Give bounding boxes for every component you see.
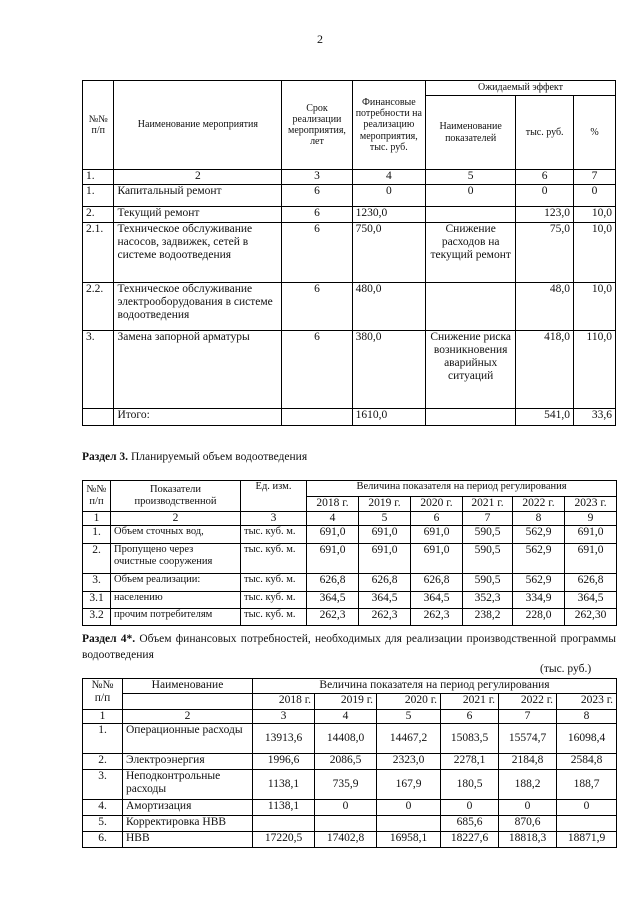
table-row	[83, 185, 616, 207]
row-value: 364,5	[307, 592, 359, 609]
row-value	[253, 816, 315, 832]
row-value: 870,6	[499, 816, 557, 832]
measures-table	[82, 80, 616, 426]
row-value: 691,0	[565, 544, 617, 574]
row-term: 6	[282, 283, 352, 331]
header-measure-name: Наименование мероприятия	[114, 81, 282, 170]
row-percent: 10,0	[573, 283, 615, 331]
row-unit: тыс. куб. м.	[241, 609, 307, 626]
row-num: 3.2	[83, 609, 111, 626]
row-thousand: 123,0	[516, 207, 574, 223]
row-value: 562,9	[513, 526, 565, 544]
row-value: 590,5	[463, 574, 513, 592]
row-indicator: Снижение риска возникновения аварийных ситуаций	[426, 331, 516, 409]
page-number: 2	[317, 32, 323, 46]
table-row	[83, 574, 617, 592]
row-term: 6	[282, 207, 352, 223]
row-thousand: 75,0	[516, 223, 574, 283]
row-name: Электроэнергия	[123, 754, 253, 770]
row-num: 1.	[83, 526, 111, 544]
row-value: 17220,5	[253, 832, 315, 848]
row-indicator	[426, 207, 516, 223]
index-cell: 7	[499, 710, 557, 724]
header-name-spacer	[123, 694, 253, 710]
row-value	[557, 816, 617, 832]
table-row	[83, 832, 617, 848]
row-num: 2.	[83, 544, 111, 574]
row-percent: 110,0	[573, 331, 615, 409]
header-year: 2020 г.	[377, 694, 441, 710]
table-row	[83, 544, 617, 574]
row-num: 2.1.	[83, 223, 114, 283]
row-thousand: 418,0	[516, 331, 574, 409]
row-value: 590,5	[463, 544, 513, 574]
row-value: 180,5	[441, 770, 499, 800]
header-year: 2022 г.	[513, 497, 565, 512]
section-4-title: Объем финансовых потребностей, необходимых для реализации производственной программы водоотведения	[82, 633, 617, 662]
row-name: Неподконтрольные расходы	[123, 770, 253, 800]
row-term	[282, 409, 352, 426]
header-year: 2021 г.	[463, 497, 513, 512]
row-name: Текущий ремонт	[114, 207, 282, 223]
row-name: Техническое обслуживание насосов, задвижек, сетей в системе водоотведения	[114, 223, 282, 283]
header-term: Срок реализации мероприятия, лет	[282, 81, 352, 170]
row-value: 15574,7	[499, 724, 557, 754]
row-num: 3.	[83, 574, 111, 592]
row-unit: тыс. куб. м.	[241, 574, 307, 592]
row-thousand: 0	[516, 185, 574, 207]
row-value: 262,3	[359, 609, 411, 626]
row-term: 6	[282, 223, 352, 283]
table-total-row	[83, 409, 616, 426]
row-value: 2184,8	[499, 754, 557, 770]
index-cell: 7	[463, 512, 513, 526]
row-value: 0	[499, 800, 557, 816]
row-indicator	[426, 283, 516, 331]
section-4-label: Раздел 4*.	[82, 633, 136, 645]
section-4-unit: (тыс. руб.)	[540, 663, 592, 675]
row-value: 15083,5	[441, 724, 499, 754]
row-name: Амортизация	[123, 800, 253, 816]
index-cell: 2	[123, 710, 253, 724]
index-cell: 6	[411, 512, 463, 526]
index-cell: 9	[565, 512, 617, 526]
row-percent: 0	[573, 185, 615, 207]
planned-volume-table	[82, 480, 617, 626]
index-cell: 3	[241, 512, 307, 526]
row-value: 2323,0	[377, 754, 441, 770]
index-cell: 4	[352, 170, 425, 185]
row-value: 238,2	[463, 609, 513, 626]
row-num: 3.	[83, 770, 123, 800]
row-percent: 33,6	[573, 409, 615, 426]
header-period: Величина показателя на период регулирования	[253, 679, 617, 694]
row-value: 562,9	[513, 544, 565, 574]
header-indicator-name: Наименование показателей	[426, 96, 516, 170]
row-unit: тыс. куб. м.	[241, 544, 307, 574]
row-name: Замена запорной арматуры	[114, 331, 282, 409]
table-row	[83, 207, 616, 223]
row-value: 590,5	[463, 526, 513, 544]
section-3-title: Планируемый объем водоотведения	[130, 451, 308, 463]
header-indicator: Показатели производственной	[111, 481, 241, 512]
row-unit: тыс. куб. м.	[241, 592, 307, 609]
row-name: НВВ	[123, 832, 253, 848]
row-value: 18227,6	[441, 832, 499, 848]
row-value: 691,0	[565, 526, 617, 544]
table-row	[83, 592, 617, 609]
row-indicator: 0	[426, 185, 516, 207]
row-value: 691,0	[307, 544, 359, 574]
index-cell: 5	[377, 710, 441, 724]
row-num	[83, 409, 114, 426]
row-name: Объем сточных вод,	[111, 526, 241, 544]
row-value: 1996,6	[253, 754, 315, 770]
row-value	[315, 816, 377, 832]
header-year: 2019 г.	[359, 497, 411, 512]
row-value	[377, 816, 441, 832]
header-num: №№ п/п	[83, 81, 114, 170]
index-cell: 6	[441, 710, 499, 724]
row-num: 2.	[83, 207, 114, 223]
header-num: №№ п/п	[83, 481, 111, 512]
row-value: 262,3	[411, 609, 463, 626]
index-cell: 3	[282, 170, 352, 185]
index-cell: 5	[426, 170, 516, 185]
row-value: 352,3	[463, 592, 513, 609]
row-value: 0	[377, 800, 441, 816]
table-index-row	[83, 512, 617, 526]
row-num: 1.	[83, 185, 114, 207]
header-expected-effect: Ожидаемый эффект	[426, 81, 616, 96]
row-name: Операционные расходы	[123, 724, 253, 754]
row-value: 188,7	[557, 770, 617, 800]
header-year: 2023 г.	[565, 497, 617, 512]
table-row	[83, 816, 617, 832]
row-value: 14408,0	[315, 724, 377, 754]
header-period: Величина показателя на период регулирования	[307, 481, 617, 497]
header-finance: Финансовые потребности на реализацию мероприятия, тыс. руб.	[352, 81, 425, 170]
row-value: 691,0	[359, 544, 411, 574]
header-thousand-rub: тыс. руб.	[516, 96, 574, 170]
row-name: Итого:	[114, 409, 282, 426]
row-thousand: 48,0	[516, 283, 574, 331]
row-num: 4.	[83, 800, 123, 816]
row-value: 17402,8	[315, 832, 377, 848]
row-name: Капитальный ремонт	[114, 185, 282, 207]
row-term: 6	[282, 185, 352, 207]
header-name: Наименование	[123, 679, 253, 694]
row-name: Техническое обслуживание электрооборудования в системе водоотведения	[114, 283, 282, 331]
row-value: 2278,1	[441, 754, 499, 770]
row-value: 167,9	[377, 770, 441, 800]
row-finance: 750,0	[352, 223, 425, 283]
row-num: 3.	[83, 331, 114, 409]
row-value: 0	[315, 800, 377, 816]
index-cell: 7	[573, 170, 615, 185]
row-value: 685,6	[441, 816, 499, 832]
table-row	[83, 800, 617, 816]
header-year: 2023 г.	[557, 694, 617, 710]
row-percent: 10,0	[573, 223, 615, 283]
header-year: 2021 г.	[441, 694, 499, 710]
table-row	[83, 609, 617, 626]
row-value: 1138,1	[253, 770, 315, 800]
table-row	[83, 283, 616, 331]
section-4-heading	[82, 631, 616, 663]
row-finance: 1230,0	[352, 207, 425, 223]
index-cell: 3	[253, 710, 315, 724]
row-thousand: 541,0	[516, 409, 574, 426]
table-row	[83, 223, 616, 283]
row-value: 364,5	[359, 592, 411, 609]
row-value: 1138,1	[253, 800, 315, 816]
row-num: 3.1	[83, 592, 111, 609]
row-value: 735,9	[315, 770, 377, 800]
table-index-row	[83, 170, 616, 185]
row-value: 2086,5	[315, 754, 377, 770]
row-value: 364,5	[565, 592, 617, 609]
row-num: 1.	[83, 724, 123, 754]
financial-needs-table	[82, 678, 617, 848]
row-name: Корректировка НВВ	[123, 816, 253, 832]
index-cell: 5	[359, 512, 411, 526]
header-year: 2019 г.	[315, 694, 377, 710]
row-num: 5.	[83, 816, 123, 832]
row-value: 364,5	[411, 592, 463, 609]
row-value: 626,8	[359, 574, 411, 592]
row-value: 188,2	[499, 770, 557, 800]
row-value: 691,0	[359, 526, 411, 544]
row-name: населению	[111, 592, 241, 609]
header-year: 2022 г.	[499, 694, 557, 710]
row-indicator	[426, 409, 516, 426]
row-num: 2.2.	[83, 283, 114, 331]
row-value: 262,30	[565, 609, 617, 626]
row-value: 16958,1	[377, 832, 441, 848]
row-value: 626,8	[411, 574, 463, 592]
row-value: 0	[557, 800, 617, 816]
index-cell: 1	[83, 512, 111, 526]
row-finance: 380,0	[352, 331, 425, 409]
row-name: Пропущено через очистные сооружения	[111, 544, 241, 574]
row-value: 18818,3	[499, 832, 557, 848]
index-cell: 8	[513, 512, 565, 526]
table-row	[83, 770, 617, 800]
table-index-row	[83, 710, 617, 724]
row-value: 14467,2	[377, 724, 441, 754]
row-value: 691,0	[411, 544, 463, 574]
header-unit: Ед. изм.	[241, 481, 307, 512]
index-cell: 1	[83, 710, 123, 724]
table-row	[83, 754, 617, 770]
index-cell: 2	[114, 170, 282, 185]
index-cell: 6	[516, 170, 574, 185]
table-row	[83, 331, 616, 409]
row-value: 691,0	[411, 526, 463, 544]
row-value: 18871,9	[557, 832, 617, 848]
index-cell: 4	[307, 512, 359, 526]
row-value: 334,9	[513, 592, 565, 609]
row-indicator: Снижение расходов на текущий ремонт	[426, 223, 516, 283]
index-cell: 1.	[83, 170, 114, 185]
index-cell: 4	[315, 710, 377, 724]
row-name: Объем реализации:	[111, 574, 241, 592]
row-value: 228,0	[513, 609, 565, 626]
header-year: 2020 г.	[411, 497, 463, 512]
row-value: 626,8	[307, 574, 359, 592]
index-cell: 8	[557, 710, 617, 724]
row-value: 262,3	[307, 609, 359, 626]
row-value: 2584,8	[557, 754, 617, 770]
header-num: №№ п/п	[83, 679, 123, 710]
row-name: прочим потребителям	[111, 609, 241, 626]
table-row	[83, 724, 617, 754]
row-percent: 10,0	[573, 207, 615, 223]
header-year: 2018 г.	[253, 694, 315, 710]
row-value: 691,0	[307, 526, 359, 544]
row-unit: тыс. куб. м.	[241, 526, 307, 544]
row-value: 626,8	[565, 574, 617, 592]
row-value: 562,9	[513, 574, 565, 592]
row-finance: 480,0	[352, 283, 425, 331]
header-year: 2018 г.	[307, 497, 359, 512]
row-value: 13913,6	[253, 724, 315, 754]
row-finance: 0	[352, 185, 425, 207]
section-3-label: Раздел 3.	[82, 451, 129, 463]
index-cell: 2	[111, 512, 241, 526]
row-term: 6	[282, 331, 352, 409]
row-value: 16098,4	[557, 724, 617, 754]
row-num: 6.	[83, 832, 123, 848]
table-row	[83, 526, 617, 544]
section-3-heading	[82, 451, 307, 463]
row-finance: 1610,0	[352, 409, 425, 426]
header-percent: %	[573, 96, 615, 170]
row-value: 0	[441, 800, 499, 816]
row-num: 2.	[83, 754, 123, 770]
